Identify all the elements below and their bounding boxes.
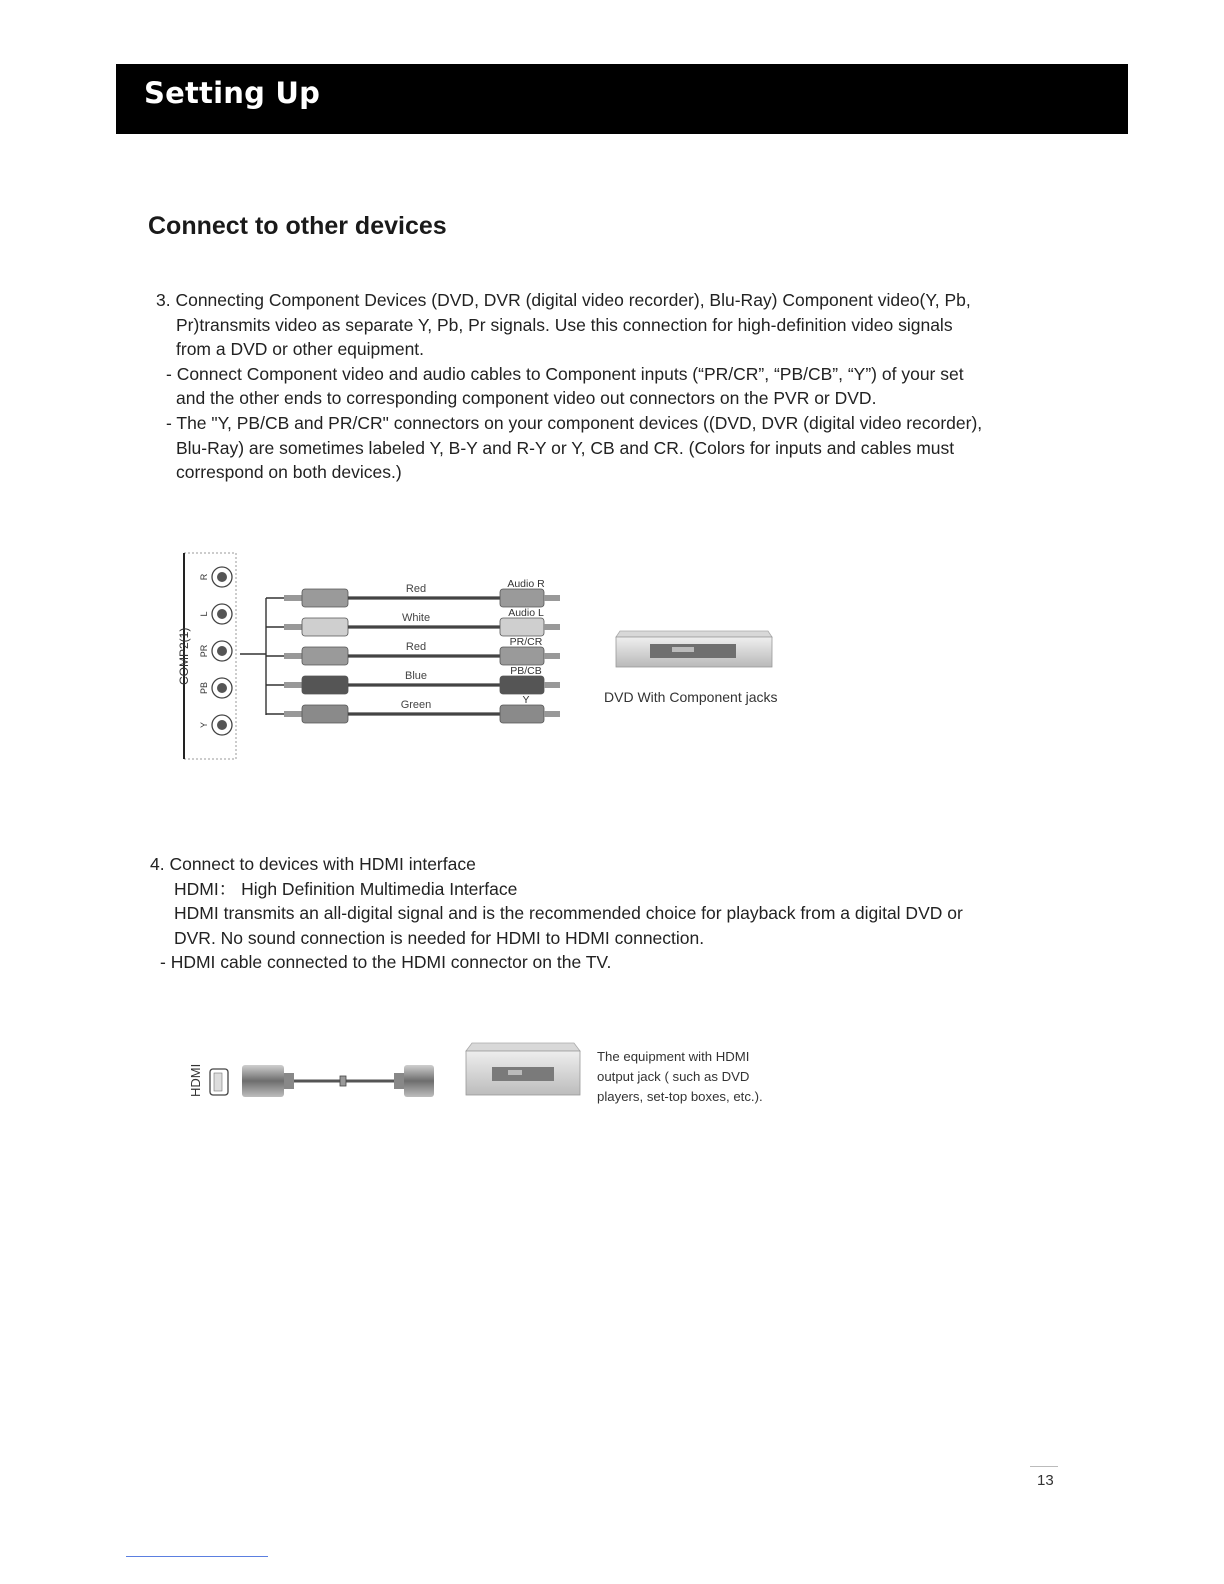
plug-tip-left	[284, 711, 302, 717]
plug-right	[500, 705, 544, 723]
jack-center	[217, 609, 227, 619]
dvd-caption: DVD With Component jacks	[604, 689, 778, 705]
plug-tip-right	[544, 711, 560, 717]
plug-tip-right	[544, 595, 560, 601]
hdmi-caption-line3: players, set-top boxes, etc.).	[597, 1089, 763, 1104]
item4-bullet1: - HDMI cable connected to the HDMI connector on the TV.	[160, 952, 612, 973]
hdmi-connection-diagram	[170, 1035, 590, 1105]
hdmi-caption-line2: output jack ( such as DVD	[597, 1069, 750, 1084]
panel-label: COMP2(1)	[177, 627, 191, 685]
item4-line3: HDMI transmits an all-digital signal and is the recommended choice for playback from a digital DVD or	[174, 903, 963, 924]
cable-color-label: Green	[400, 699, 432, 711]
page-number-rule	[1030, 1466, 1058, 1467]
jack-label: Y	[199, 721, 209, 729]
item3-bullet2-line2: Blu-Ray) are sometimes labeled Y, B-Y and R-Y or Y, CB and CR. (Colors for inputs and cables must	[176, 437, 955, 458]
stb-logo-icon	[508, 1070, 522, 1075]
jack-label: R	[199, 573, 209, 581]
hdmi-plug-right	[404, 1065, 434, 1097]
cable-3	[266, 636, 560, 665]
hdmi-ferrite	[340, 1076, 346, 1086]
cable-bracket	[240, 598, 266, 715]
hdmi-port-label: HDMI	[188, 1063, 203, 1097]
hdmi-caption	[597, 1047, 817, 1107]
tv-component-panel	[177, 553, 236, 759]
cable-end-label: Audio L	[508, 607, 544, 619]
plug-left	[302, 647, 348, 665]
item3-bullet1-line1: - Connect Component video and audio cables to Component inputs (“PR/CR”, “PB/CB”, “Y”) of your set	[166, 363, 964, 384]
plug-right	[500, 647, 544, 665]
cable-color-label: White	[401, 612, 431, 624]
hdmi-plug-left-tip	[284, 1073, 294, 1089]
plug-left	[302, 589, 348, 607]
item3-bullet2-line1: - The "Y, PB/CB and PR/CR" connectors on your component devices ((DVD, DVR (digital video recorder),	[166, 412, 983, 433]
plug-tip-left	[284, 682, 302, 688]
item4-line4: DVR. No sound connection is needed for HDMI to HDMI connection.	[174, 927, 705, 948]
cable-end-label: PB/CB	[510, 665, 542, 677]
page-header-title: Setting Up	[144, 76, 321, 110]
plug-right	[500, 676, 544, 694]
cable-end-label: Y	[522, 694, 530, 706]
cable-group	[266, 578, 560, 723]
item4-line2: HDMI： High Definition Multimedia Interface	[174, 878, 518, 899]
section-title: Connect to other devices	[148, 212, 447, 240]
plug-left	[302, 618, 348, 636]
item3-line1: 3. Connecting Component Devices (DVD, DVR (digital video recorder), Blu-Ray) Component video(Y, Pb,	[156, 290, 971, 310]
jack-label: PB	[199, 681, 209, 695]
plug-tip-right	[544, 653, 560, 659]
cable-end-label: Audio R	[507, 578, 545, 590]
plug-tip-left	[284, 624, 302, 630]
plug-tip-right	[544, 624, 560, 630]
jack-label: PR	[199, 644, 209, 658]
jack-center	[217, 646, 227, 656]
dvd-player-illustration	[614, 625, 774, 670]
component-instructions	[156, 288, 1056, 485]
jack-label: L	[199, 611, 209, 617]
hdmi-plug-left	[242, 1065, 284, 1097]
hdmi-instructions	[150, 852, 1050, 975]
item3-line2: Pr)transmits video as separate Y, Pb, Pr signals. Use this connection for high-definition video signals	[176, 314, 953, 335]
footer-rule	[126, 1556, 268, 1557]
plug-right	[500, 589, 544, 607]
cable-1	[266, 578, 560, 607]
cable-4	[266, 665, 560, 694]
plug-left	[302, 676, 348, 694]
hdmi-port-inner	[214, 1073, 222, 1091]
cable-end-label: PR/CR	[509, 636, 543, 648]
cable-color-label: Red	[405, 641, 427, 653]
plug-tip-left	[284, 653, 302, 659]
plug-left	[302, 705, 348, 723]
jack-center	[217, 683, 227, 693]
item4-line1: 4. Connect to devices with HDMI interface	[150, 854, 476, 874]
item3-bullet2-line3: correspond on both devices.)	[176, 462, 402, 483]
header-bar	[116, 64, 1128, 134]
item3-bullet1-line2: and the other ends to corresponding component video out connectors on the PVR or DVD.	[176, 388, 877, 409]
page-number: 13	[1037, 1472, 1054, 1489]
dvd-top	[616, 631, 772, 637]
jack-center	[217, 720, 227, 730]
hdmi-caption-line1: The equipment with HDMI	[597, 1049, 750, 1064]
plug-tip-right	[544, 682, 560, 688]
plug-tip-left	[284, 595, 302, 601]
cable-5	[266, 694, 560, 723]
hdmi-plug-right-tip	[394, 1073, 404, 1089]
dvd-logo-icon	[672, 647, 694, 652]
cable-color-label: Blue	[404, 670, 428, 682]
stb-tray	[492, 1067, 554, 1081]
item3-line3: from a DVD or other equipment.	[176, 339, 425, 360]
cable-2	[266, 607, 560, 636]
cable-color-label: Red	[405, 583, 427, 595]
stb-top	[466, 1043, 580, 1051]
jack-center	[217, 572, 227, 582]
plug-right	[500, 618, 544, 636]
